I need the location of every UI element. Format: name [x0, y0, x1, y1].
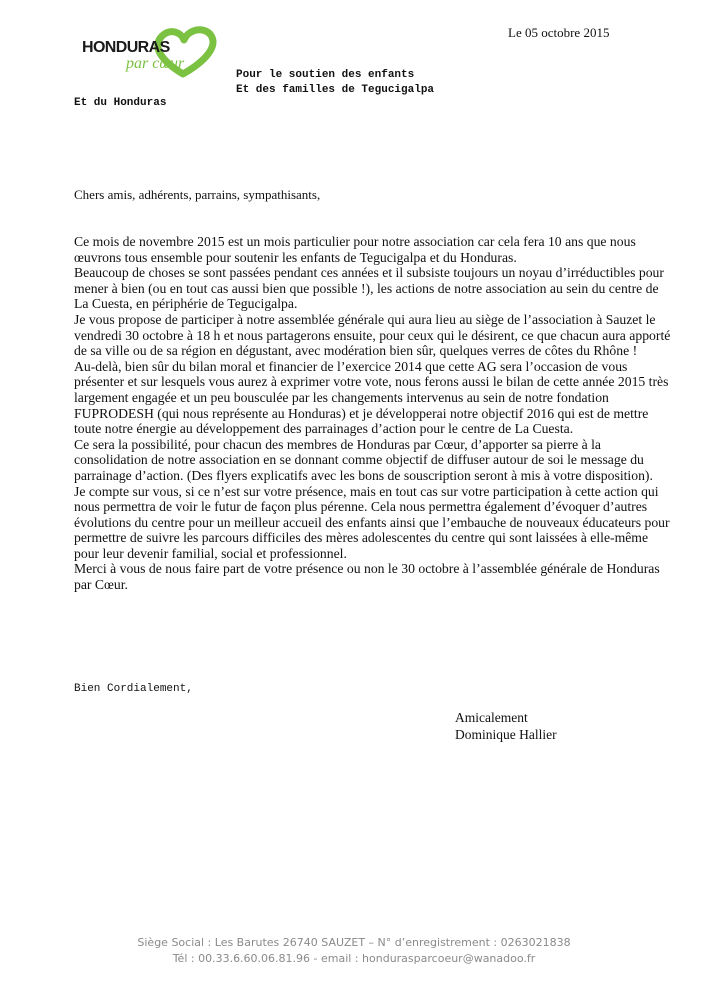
signature-greeting: Amicalement [455, 710, 528, 725]
slogan-line-2: Et des familles de Tegucigalpa [236, 84, 435, 96]
paragraph: Je compte sur vous, si ce n’est sur votre présence, mais en tout cas sur votre participation à cette action qui nous permettra de voir le futur de façon plus pérenne. Cela nous permettra également d’évoquer d’autres évolutions du centre pour un meilleur accueil des enfants ainsi que l’embauche de nouveaux éducateurs pour permettre de suivre les parcours difficiles des mères adolescentes du centre qui sont laissées à elle-même pour leur devenir familial, social et professionnel. [74, 483, 670, 561]
paragraph: Au-delà, bien sûr du bilan moral et financier de l’exercice 2014 que cette AG sera l’occasion de vous présenter et sur lesquels vous aurez à exprimer votre vote, nous ferons aussi le bilan de cette année 2015 très largement engagée et un peu bousculée par les changements intervenus au sein de notre fondation FUPRODESH (qui nous représente au Honduras) et je développerai notre objectif 2016 qui est de mettre toute notre énergie au développement des parrainages d’action pour le centre de La Cuesta. [74, 358, 669, 437]
logo-name: HONDURAS [82, 39, 170, 56]
logo-subtitle: par cœur [126, 55, 185, 72]
footer-contact: Tél : 00.33.6.60.06.81.96 - email : hondurasparcoeur@wanadoo.fr [172, 952, 536, 965]
letter-date: Le 05 octobre 2015 [508, 25, 610, 40]
slogan-line-3: Et du Honduras [74, 97, 167, 109]
paragraph: Ce mois de novembre 2015 est un mois particulier pour notre association car cela fera 10 ans que nous œuvrons tous ensemble pour soutenir les enfants de Tegucigalpa et du Honduras. [74, 234, 636, 265]
paragraph: Merci à vous de nous faire part de votre présence ou non le 30 octobre à l’assemblée générale de Honduras par Cœur. [74, 561, 660, 593]
closing: Bien Cordialement, [74, 683, 193, 695]
signature-name: Dominique Hallier [455, 727, 557, 742]
paragraph: Ce sera la possibilité, pour chacun des membres de Honduras par Cœur, d’apporter sa pierre à la consolidation de notre association en se donnant comme objectif de diffuser autour de soi le message du parrainage d’action. (Des flyers explicatifs avec les bons de souscription seront à mis à votre disposition). [74, 436, 653, 483]
salutation: Chers amis, adhérents, parrains, sympathisants, [74, 187, 321, 202]
paragraph: Je vous propose de participer à notre assemblée générale qui aura lieu au siège de l’association à Sauzet le vendredi 30 octobre à 18 h et nous partagerons ensuite, pour ceux qui le désirent, ce que chacun aura apporté de sa ville ou de sa région en dégustant, avec modération bien sûr, quelques verres de côtes du Rhône ! [74, 311, 671, 359]
paragraph: Beaucoup de choses se sont passées pendant ces années et il subsiste toujours un noyau d’irréductibles pour mener à bien (ou en tout cas aussi bien que possible !), les actions de notre association au sein du centre de La Cuesta, en périphérie de Tegucigalpa. [74, 265, 664, 312]
footer-address: Siège Social : Les Barutes 26740 SAUZET – N° d’enregistrement : 0263021838 [137, 936, 571, 949]
letter-body [74, 234, 674, 593]
logo [80, 24, 220, 82]
slogan-line-1: Pour le soutien des enfants [236, 69, 415, 81]
